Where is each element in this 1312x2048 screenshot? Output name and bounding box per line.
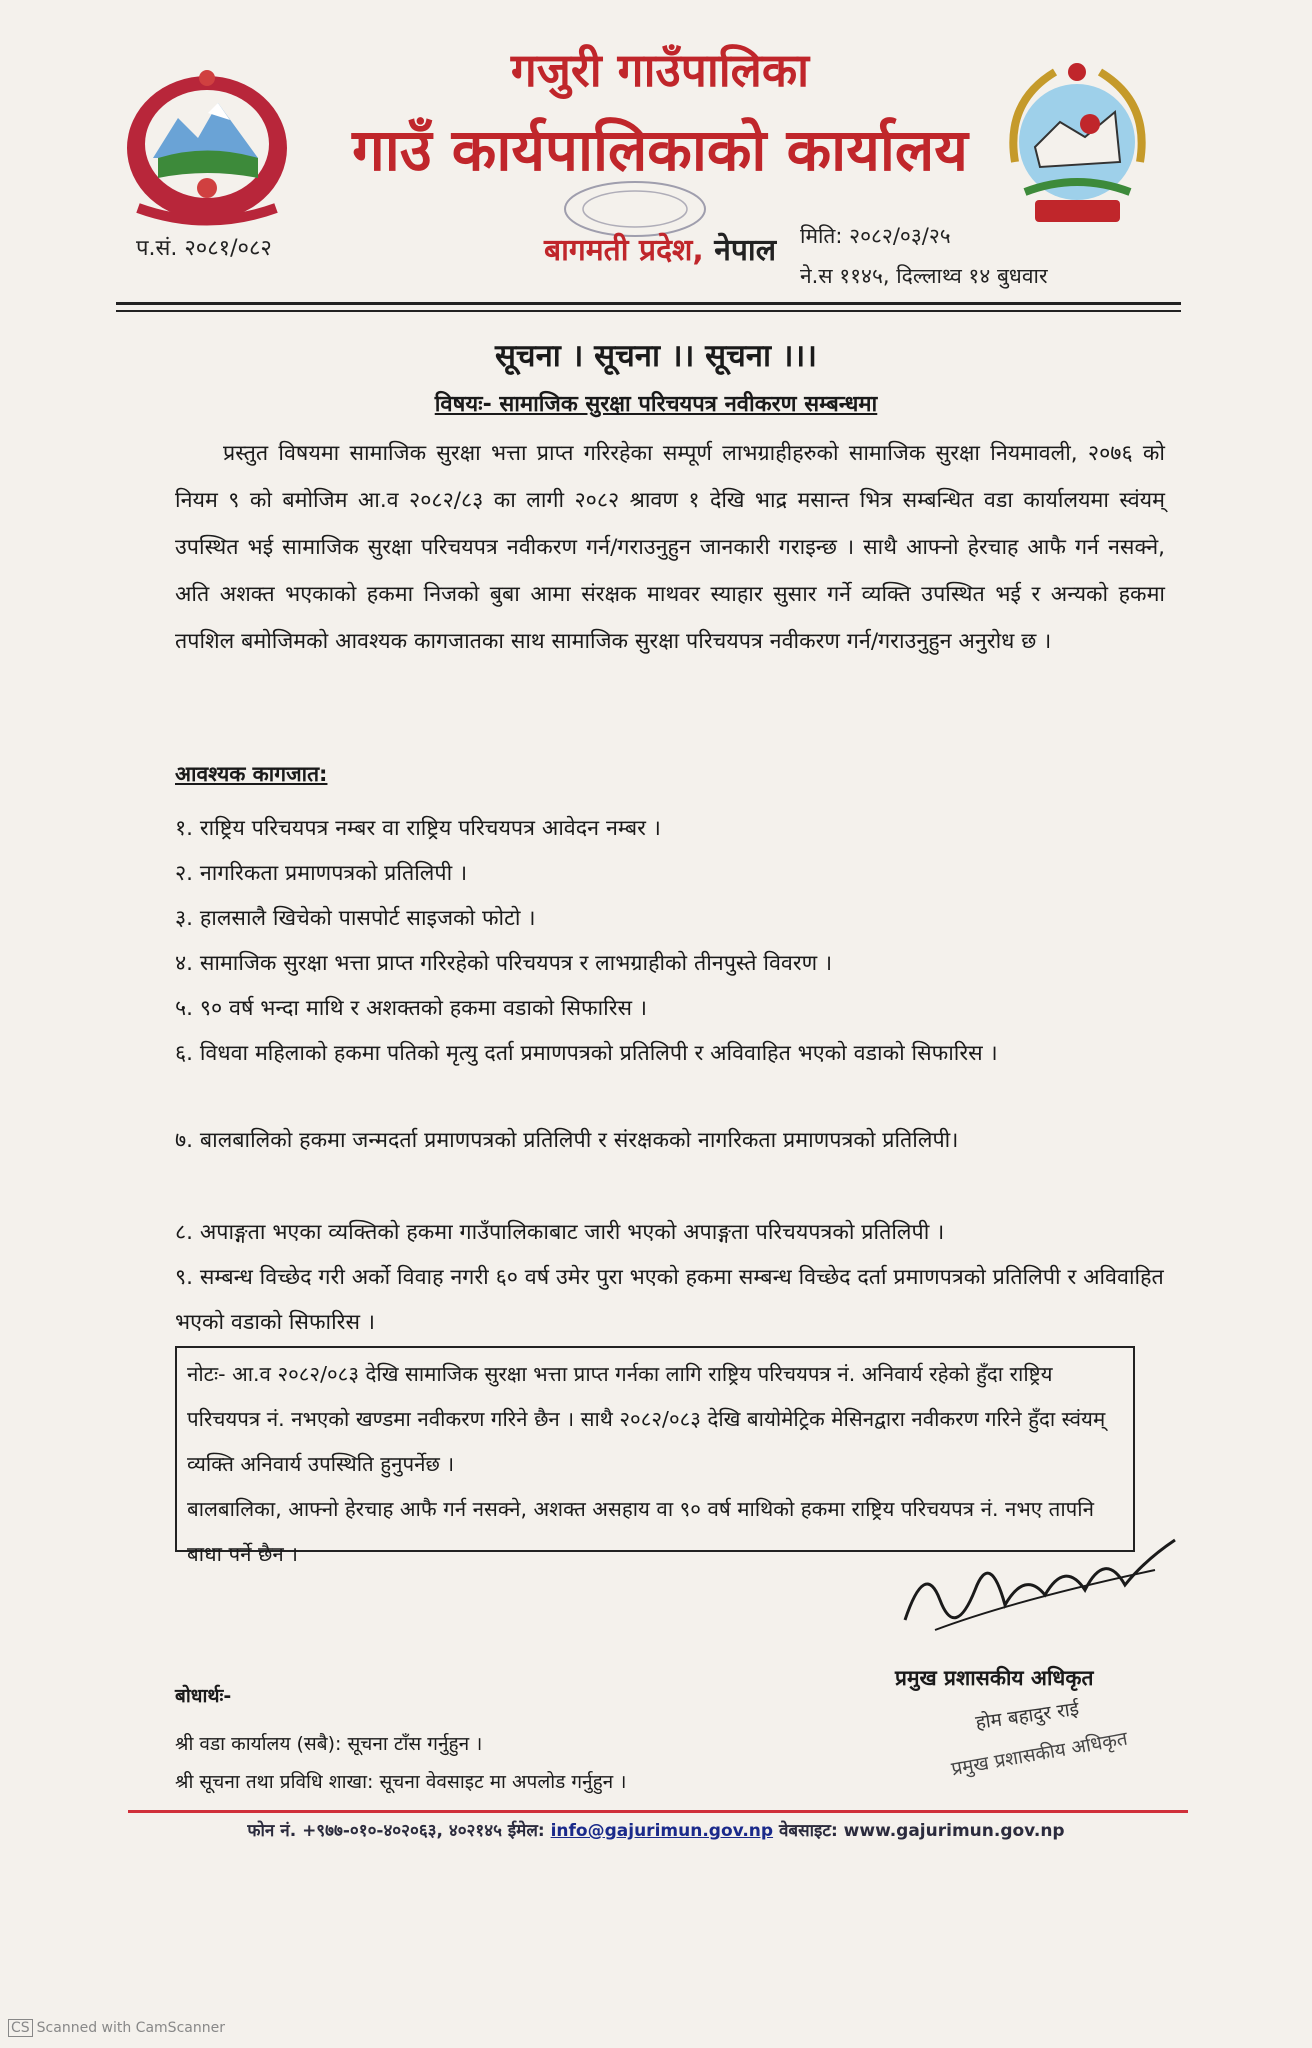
signatory-title-stamp: प्रमुख प्रशासकीय अधिकृत <box>949 1727 1130 1781</box>
footer-email-link[interactable]: info@gajurimun.gov.np <box>550 1821 774 1841</box>
reference-number: प.सं. २०८१/०८२ <box>136 236 272 261</box>
document-item: ३. हालसालै खिचेको पासपोर्ट साइजको फोटो । <box>175 906 536 931</box>
office-location <box>500 228 820 269</box>
note-text: नोटः- आ.व २०८२/०८३ देखि सामाजिक सुरक्षा भत्ता प्राप्त गर्नका लागि राष्ट्रिय परिचयपत्र नं. अनिवार्य रहेको हुँदा राष्ट्रिय परिचयपत्र नं. नभएको खण्डमा नवीकरण गरिने छैन । साथै २०८२/०८३ देखि बायोमेट्रिक मेसिनद्वारा नवीकरण गरिने हुँदा स्वंयम् व्यक्ति अनिवार्य उपस्थिति हुनुपर्नेछ । <box>187 1362 1106 1476</box>
document-item: ७. बालबालिको हकमा जन्मदर्ता प्रमाणपत्रको प्रतिलिपी र संरक्षकको नागरिकता प्रमाणपत्रको प्रतिलिपी। <box>175 1128 959 1153</box>
note-box <box>175 1346 1135 1566</box>
document-item: १. राष्ट्रिय परिचयपत्र नम्बर वा राष्ट्रिय परिचयपत्र आवेदन नम्बर । <box>175 816 661 841</box>
signatory-name: होम बहादुर राई <box>974 1697 1081 1735</box>
date-ns: ने.स ११४५, दिल्लाथ्व १४ बुधवार <box>800 264 1048 288</box>
province-name: बागमती प्रदेश, <box>543 233 704 268</box>
document-item: ४. सामाजिक सुरक्षा भत्ता प्राप्त गरिरहेको परिचयपत्र र लाभग्राहीको तीनपुस्ते विवरण । <box>175 951 833 976</box>
cc-line: श्री वडा कार्यालय (सबै): सूचना टाँस गर्नुहुन । <box>175 1733 483 1755</box>
document-item: ५. ९० वर्ष भन्दा माथि र अशक्तको हकमा वडाको सिफारिस । <box>175 996 648 1021</box>
office-name: गाउँ कार्यपालिकाको कार्यालय <box>352 116 968 184</box>
cc-heading: बोधार्थः- <box>175 1685 232 1707</box>
required-documents-heading: आवश्यक कागजात: <box>175 762 328 786</box>
signature-icon <box>895 1530 1185 1650</box>
subject-text: विषयः- सामाजिक सुरक्षा परिचयपत्र नवीकरण सम्बन्धमा <box>434 392 878 417</box>
document-item: ६. विधवा महिलाको हकमा पतिको मृत्यु दर्ता प्रमाणपत्रको प्रतिलिपी र अविवाहित भएको वडाको सिफारिस । <box>175 1041 998 1066</box>
scanner-watermark <box>8 2020 225 2036</box>
municipality-logo-icon <box>995 52 1160 237</box>
document-item: ९. सम्बन्ध विच्छेद गरी अर्को विवाह नगरी ६० वर्ष उमेर पुरा भएको हकमा सम्बन्ध विच्छेद दर्ता प्रमाणपत्रको प्रतिलिपी र अविवाहित भएको वडाको सिफारिस । <box>175 1265 1164 1335</box>
body-text: प्रस्तुत विषयमा सामाजिक सुरक्षा भत्ता प्राप्त गरिरहेका सम्पूर्ण लाभग्राहीहरुको सामाजिक सुरक्षा नियमावली, २०७६ को नियम ९ को बमोजिम आ.व २०८२/८३ का लागी २०८२ श्रावण १ देखि भाद्र मसान्त भित्र सम्बन्धित वडा कार्यालयमा स्वंयम् उपस्थित भई सामाजिक सुरक्षा परिचयपत्र नवीकरण गर्न/गराउनुहुन जानकारी गराइन्छ । साथै आफ्नो हेरचाह आफै गर्न नसक्ने, अति अशक्त भएकाको हकमा निजको बुबा आमा संरक्षक माथवर स्याहार सुसार गर्ने व्यक्ति उपस्थित भई र अन्यको हकमा तपशिल बमोजिमको आवश्यक कागजातका साथ सामाजिक सुरक्षा परिचयपत्र नवीकरण गर्न/गराउनुहुन अनुरोध छ । <box>175 441 1165 654</box>
footer-phone: फोन नं. +९७७-०१०-४०२०६३, ४०२१४५ ईमेल: <box>247 1821 545 1841</box>
document-item: २. नागरिकता प्रमाणपत्रको प्रतिलिपी । <box>175 861 468 886</box>
cc-line: श्री सूचना तथा प्रविधि शाखा: सूचना वेवसाइट मा अपलोड गर्नुहुन । <box>175 1771 627 1793</box>
scanner-text: Scanned with CamScanner <box>36 2020 225 2036</box>
header-divider <box>116 302 1181 305</box>
footer-website[interactable]: www.gajurimun.gov.np <box>843 1821 1065 1841</box>
nepal-emblem-icon <box>118 58 296 226</box>
footer-divider <box>128 1810 1188 1813</box>
notice-subject <box>0 388 1312 418</box>
org-name: गजुरी गाउँपालिका <box>510 43 810 97</box>
notice-heading: सूचना । सूचना ।। सूचना ।।। <box>494 338 818 374</box>
footer-contact <box>0 1818 1312 1841</box>
scanner-badge: CS <box>8 2019 33 2037</box>
signatory-designation: प्रमुख प्रशासकीय अधिकृत <box>895 1666 1094 1690</box>
date-bs: मिति: २०८२/०३/२५ <box>800 224 951 248</box>
note-text-secondary: बालबालिका, आफ्नो हेरचाह आफै गर्न नसक्ने, अशक्त असहाय वा ९० वर्ष माथिको हकमा राष्ट्रिय परिचयपत्र नं. नभए तापनि बाधा पर्ने छैन । <box>187 1497 1094 1566</box>
country-name: नेपाल <box>703 233 777 268</box>
header-divider-thin <box>116 310 1181 312</box>
document-item: ८. अपाङ्गता भएका व्यक्तिको हकमा गाउँपालिकाबाट जारी भएको अपाङ्गता परिचयपत्रको प्रतिलिपी । <box>175 1220 945 1245</box>
notice-body <box>175 430 1165 665</box>
footer-web-label: वेबसाइट: <box>778 1821 838 1841</box>
